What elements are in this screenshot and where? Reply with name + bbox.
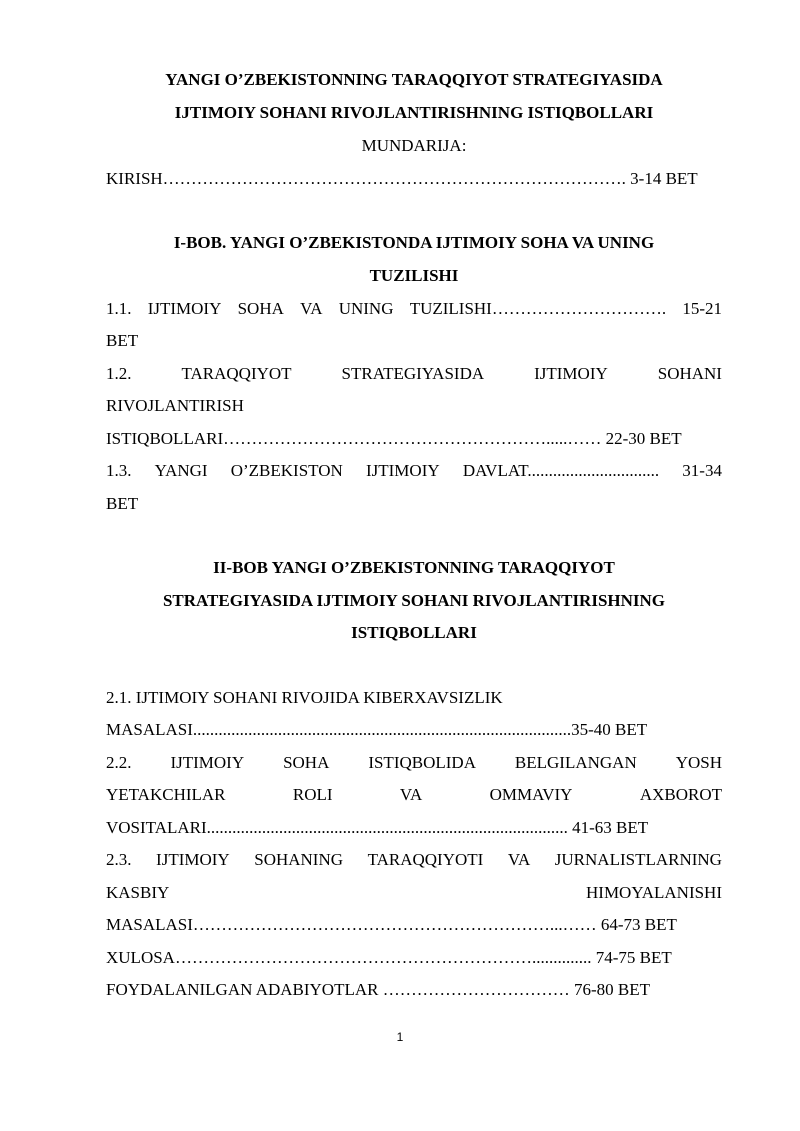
toc-1-3 — [106, 460, 722, 482]
toc-word: VA — [300, 299, 323, 318]
toc-word: YETAKCHILAR — [106, 785, 226, 804]
chapter2-heading-line-1: II-BOB YANGI O’ZBEKISTONNING TARAQQIYOT — [213, 558, 615, 577]
toc-2-2-line-3: VOSITALARI..................................................................................... 41-63 BET — [106, 818, 649, 837]
toc-word: O’ZBEKISTON — [230, 461, 343, 480]
toc-intro: KIRISH………………………………………………………………………. 3-14 BET — [106, 169, 698, 188]
toc-word: 2.2. — [106, 753, 132, 772]
toc-2-2-line-2 — [106, 784, 722, 806]
toc-word: IJTIMOIY — [365, 461, 440, 480]
toc-word: OMMAVIY — [489, 785, 573, 804]
toc-word: UNING — [338, 299, 394, 318]
toc-conclusion: XULOSA……………………………………………………….............. 74-75 BET — [106, 948, 672, 967]
toc-2-2-line-1 — [106, 752, 722, 774]
toc-1-2-line-2: RIVOJLANTIRISH — [106, 396, 244, 415]
chapter2-heading-line-2: STRATEGIYASIDA IJTIMOIY SOHANI RIVOJLANTIRISHNING — [162, 591, 666, 610]
toc-word: STRATEGIYASIDA — [341, 364, 485, 383]
toc-word: YOSH — [675, 753, 722, 772]
toc-word: ROLI — [292, 785, 333, 804]
toc-1-2-line-3: ISTIQBOLLARI………………………………………………….....…… 22-30 BET — [106, 429, 682, 448]
toc-page-range: 31-34 — [682, 461, 722, 480]
toc-word: HIMOYALANISHI — [586, 883, 722, 902]
toc-word: 1.1. — [106, 299, 132, 318]
toc-word: YANGI — [154, 461, 208, 480]
toc-word: 1.3. — [106, 461, 132, 480]
toc-word: IJTIMOIY — [534, 364, 608, 383]
page-number: 1 — [396, 1030, 404, 1044]
toc-2-1-line-2: MASALASI.........................................................................................35-40 BET — [106, 720, 648, 739]
toc-word: 2.3. — [106, 850, 132, 869]
toc-references: FOYDALANILGAN ADABIYOTLAR …………………………… 76-80 BET — [106, 980, 650, 999]
toc-2-1-line-1: 2.1. IJTIMOIY SOHANI RIVOJIDA KIBERXAVSIZLIK — [106, 688, 503, 707]
toc-word: TARAQQIYOT — [181, 364, 292, 383]
toc-1-2 — [106, 363, 722, 385]
toc-2-3-line-2 — [106, 882, 722, 904]
toc-word: TARAQQIYOTI — [367, 850, 484, 869]
toc-word: SOHANI — [657, 364, 722, 383]
toc-word: VA — [507, 850, 531, 869]
toc-word: SOHA — [237, 299, 284, 318]
toc-2-3-line-3: MASALASI………………………………………………………...…… 64-73 BET — [106, 915, 677, 934]
toc-word: ISTIQBOLIDA — [368, 753, 476, 772]
toc-word: AXBOROT — [639, 785, 722, 804]
toc-word: BELGILANGAN — [514, 753, 637, 772]
title-line-2: IJTIMOIY SOHANI RIVOJLANTIRISHNING ISTIQBOLLARI — [174, 103, 654, 122]
toc-1-1 — [106, 298, 722, 320]
toc-word: SOHANING — [254, 850, 344, 869]
contents-heading: MUNDARIJA: — [361, 136, 467, 155]
toc-word: VA — [399, 785, 423, 804]
toc-word: JURNALISTLARNING — [554, 850, 722, 869]
chapter1-heading-line-2: TUZILISHI — [369, 266, 459, 285]
document-page — [106, 0, 722, 1131]
title-line-1: YANGI O’ZBEKISTONNING TARAQQIYOT STRATEGIYASIDA — [165, 70, 663, 89]
toc-word: KASBIY — [106, 883, 170, 902]
toc-word: IJTIMOIY — [147, 299, 222, 318]
toc-word: IJTIMOIY — [170, 753, 245, 772]
toc-word: DAVLAT............................... — [462, 461, 660, 480]
toc-2-3-line-1 — [106, 849, 722, 871]
toc-word: TUZILISHI…………………………. — [409, 299, 667, 318]
toc-page-range: 15-21 — [682, 299, 722, 318]
toc-word: SOHA — [283, 753, 330, 772]
toc-word: 1.2. — [106, 364, 132, 383]
chapter1-heading-line-1: I-BOB. YANGI O’ZBEKISTONDA IJTIMOIY SOHA VA UNING — [173, 233, 655, 252]
chapter2-heading-line-3: ISTIQBOLLARI — [351, 623, 477, 642]
toc-1-3-bet: BET — [106, 494, 139, 513]
toc-word: IJTIMOIY — [156, 850, 230, 869]
toc-1-1-bet: BET — [106, 331, 139, 350]
